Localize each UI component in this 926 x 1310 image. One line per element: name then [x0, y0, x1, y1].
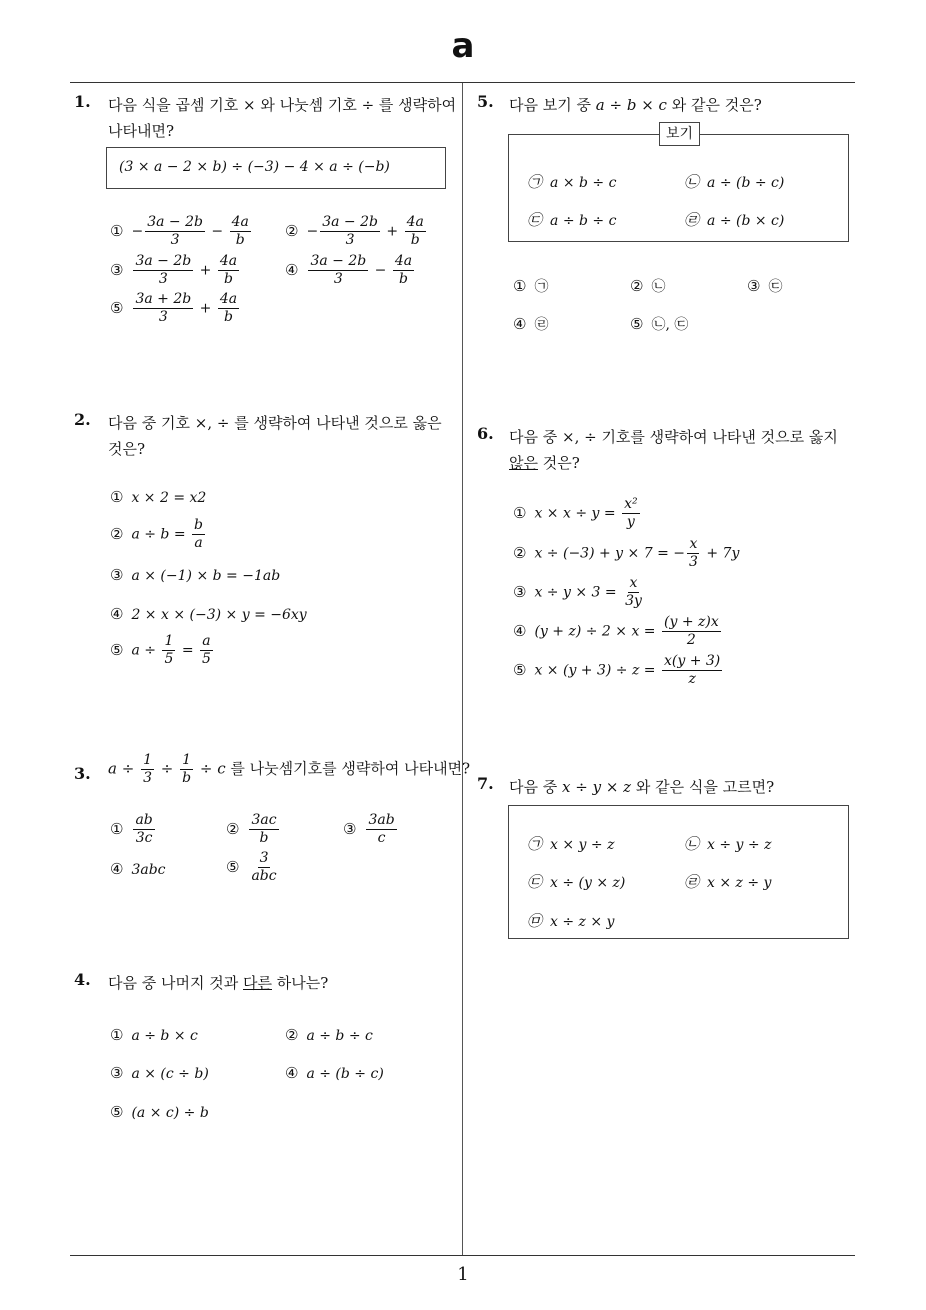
box-item-4: ㉣ a ÷ (b × c) [684, 211, 785, 229]
option-3[interactable]: ③ $\frac{3a - 2b}{3}$ + $\frac{4a}{b}$ [110, 253, 238, 287]
question-number: 7. [477, 774, 494, 793]
box-item-5: ㉤ x ÷ z × y [527, 912, 615, 930]
option-5[interactable]: ⑤ ㉡, ㉢ [630, 315, 689, 333]
question-number: 3. [74, 764, 91, 783]
question-number: 2. [74, 410, 91, 429]
option-2[interactable]: ② ㉡ [630, 277, 666, 295]
question-text [509, 424, 838, 476]
option-5[interactable]: ⑤ (a × c) ÷ b [110, 1103, 209, 1121]
box-item-2: ㉡ a ÷ (b ÷ c) [684, 173, 785, 191]
option-4[interactable]: ④ (y + z) ÷ 2 × x = $\frac{(y + z)x}{2}$ [513, 614, 719, 648]
box-item-3: ㉢ x ÷ (y × z) [527, 873, 626, 891]
option-4[interactable]: ④ a ÷ (b ÷ c) [285, 1064, 384, 1082]
fraction: $\frac{1}{5}$ [164, 633, 174, 667]
option-4[interactable]: ④ 2 × x × (−3) × y = −6xy [110, 605, 307, 623]
question-text-line: 다음 식을 곱셈 기호 × 와 나눗셈 기호 ÷ 를 생략하여 [108, 96, 457, 114]
expression-box [106, 147, 446, 189]
fraction: $\frac{4a}{b}$ [231, 214, 249, 248]
fraction: $\frac{3a - 2b}{3}$ [310, 253, 367, 287]
question-6 [477, 424, 857, 704]
option-4[interactable]: ④ ㉣ [513, 315, 549, 333]
option-1[interactable]: ① ㉠ [513, 277, 549, 295]
option-4[interactable]: ④ 3abc [110, 860, 166, 878]
question-4 [74, 970, 459, 1130]
fraction: $\frac{x}{3y}$ [625, 575, 642, 609]
expression: (3 × a − 2 × b) ÷ (−3) − 4 × a ÷ (−b) [119, 159, 390, 175]
question-2 [74, 410, 459, 690]
fraction: $\frac{1}{3}$ [143, 752, 152, 786]
fraction: $\frac{4a}{b}$ [219, 291, 238, 325]
option-5[interactable]: ⑤ x × (y + 3) ÷ z = $\frac{x(y + 3)}{z}$ [513, 653, 721, 687]
option-1[interactable]: ① − $\frac{3a - 2b}{3}$ − $\frac{4a}{b}$ [110, 214, 249, 248]
option-4[interactable]: ④ $\frac{3a - 2b}{3}$ − $\frac{4a}{b}$ [285, 253, 413, 287]
option-3[interactable]: ③ x ÷ y × 3 = $\frac{x}{3y}$ [513, 575, 642, 609]
option-2[interactable]: ② x ÷ (−3) + y × 7 = − $\frac{x}{3}$ + 7y [513, 536, 740, 570]
question-text-line: 않은 것은? [509, 454, 580, 472]
page-title: a [451, 26, 475, 66]
fraction: $\frac{\text{x²}}{y}$ [624, 496, 638, 530]
question-text-line: 다음 중 기호 ×, ÷ 를 생략하여 나타낸 것으로 옳은 [108, 414, 442, 432]
fraction: $\frac{(y + z)x}{2}$ [664, 614, 719, 648]
question-7 [477, 774, 857, 944]
question-1 [74, 92, 459, 342]
question-text-line: 것은? [108, 440, 146, 458]
question-number: 6. [477, 424, 494, 443]
option-5[interactable]: ⑤ $\frac{3}{\text{abc}}$ [226, 850, 277, 884]
option-1[interactable]: ① $\frac{ab}{3c}$ [110, 812, 153, 846]
fraction: $\frac{3}{\text{abc}}$ [251, 850, 277, 884]
option-1[interactable]: ① a ÷ b × c [110, 1026, 198, 1044]
fraction: $\frac{a}{5}$ [202, 633, 211, 667]
fraction: $\frac{4a}{b}$ [406, 214, 424, 248]
question-text: 다음 중 x ÷ y × z 와 같은 식을 고르면? [509, 778, 775, 796]
question-text [108, 92, 456, 144]
option-3[interactable]: ③ $\frac{3ab}{c}$ [343, 812, 395, 846]
question-5 [477, 92, 857, 342]
question-3 [74, 752, 471, 902]
option-3[interactable]: ③ a × (−1) × b = −1ab [110, 566, 281, 584]
question-number: 4. [74, 970, 91, 989]
option-5[interactable]: ⑤ $\frac{3a + 2b}{3}$ + $\frac{4a}{b}$ [110, 291, 238, 325]
bottom-rule [70, 1255, 855, 1256]
fraction: $\frac{3a - 2b}{3}$ [147, 214, 203, 248]
fraction: $\frac{3ac}{b}$ [251, 812, 277, 846]
example-box-label: 보기 [659, 122, 700, 146]
fraction: $\frac{x}{3}$ [688, 536, 698, 570]
option-1[interactable]: ① x × x ÷ y = $\frac{\text{x²}}{y}$ [513, 496, 638, 530]
example-box [508, 126, 849, 242]
option-3[interactable]: ③ ㉢ [747, 277, 783, 295]
box-item-2: ㉡ x ÷ y ÷ z [684, 835, 772, 853]
fraction: $\frac{4a}{b}$ [394, 253, 413, 287]
fraction: $\frac{ab}{3c}$ [135, 812, 153, 846]
option-2[interactable]: ② $\frac{3ac}{b}$ [226, 812, 277, 846]
box-item-1: ㉠ a × b ÷ c [527, 173, 617, 191]
question-number: 5. [477, 92, 494, 111]
question-text: 다음 중 나머지 것과 다른 하나는? [108, 974, 329, 992]
option-1[interactable]: ① x × 2 = x2 [110, 488, 207, 506]
fraction: $\frac{3ab}{c}$ [368, 812, 395, 846]
page-number: 1 [457, 1264, 469, 1285]
option-2[interactable]: ② − $\frac{3a - 2b}{3}$ + $\frac{4a}{b}$ [285, 214, 424, 248]
box-item-1: ㉠ x × y ÷ z [527, 835, 615, 853]
box-item-3: ㉢ a ÷ b ÷ c [527, 211, 617, 229]
fraction: $\frac{3a - 2b}{3}$ [322, 214, 378, 248]
example-box [508, 805, 849, 939]
fraction: $\frac{3a + 2b}{3}$ [135, 291, 192, 325]
option-2[interactable]: ② a ÷ b ÷ c [285, 1026, 373, 1044]
fraction: $\frac{b}{a}$ [194, 517, 203, 551]
option-5[interactable]: ⑤ a ÷ $\frac{1}{5}$ = $\frac{a}{5}$ [110, 633, 211, 667]
option-3[interactable]: ③ a × (c ÷ b) [110, 1064, 209, 1082]
question-number: 1. [74, 92, 91, 111]
box-item-4: ㉣ x × z ÷ y [684, 873, 772, 891]
question-text-line: 나타내면? [108, 122, 175, 140]
question-text: 다음 보기 중 a ÷ b × c 와 같은 것은? [509, 96, 762, 114]
fraction: $\frac{4a}{b}$ [219, 253, 238, 287]
fraction: $\frac{1}{b}$ [182, 752, 192, 786]
question-text-line: 다음 중 ×, ÷ 기호를 생략하여 나타낸 것으로 옳지 [509, 428, 838, 446]
question-text [108, 410, 442, 462]
column-divider [462, 83, 463, 1255]
question-text: a ÷ $\frac{1}{3}$ ÷ $\frac{1}{b}$ ÷ c 를 나눗셈기호를 생략하여 나타내면? [108, 752, 471, 786]
fraction: $\frac{x(y + 3)}{z}$ [664, 653, 721, 687]
option-2[interactable]: ② a ÷ b = $\frac{b}{a}$ [110, 517, 203, 551]
fraction: $\frac{3a - 2b}{3}$ [135, 253, 192, 287]
